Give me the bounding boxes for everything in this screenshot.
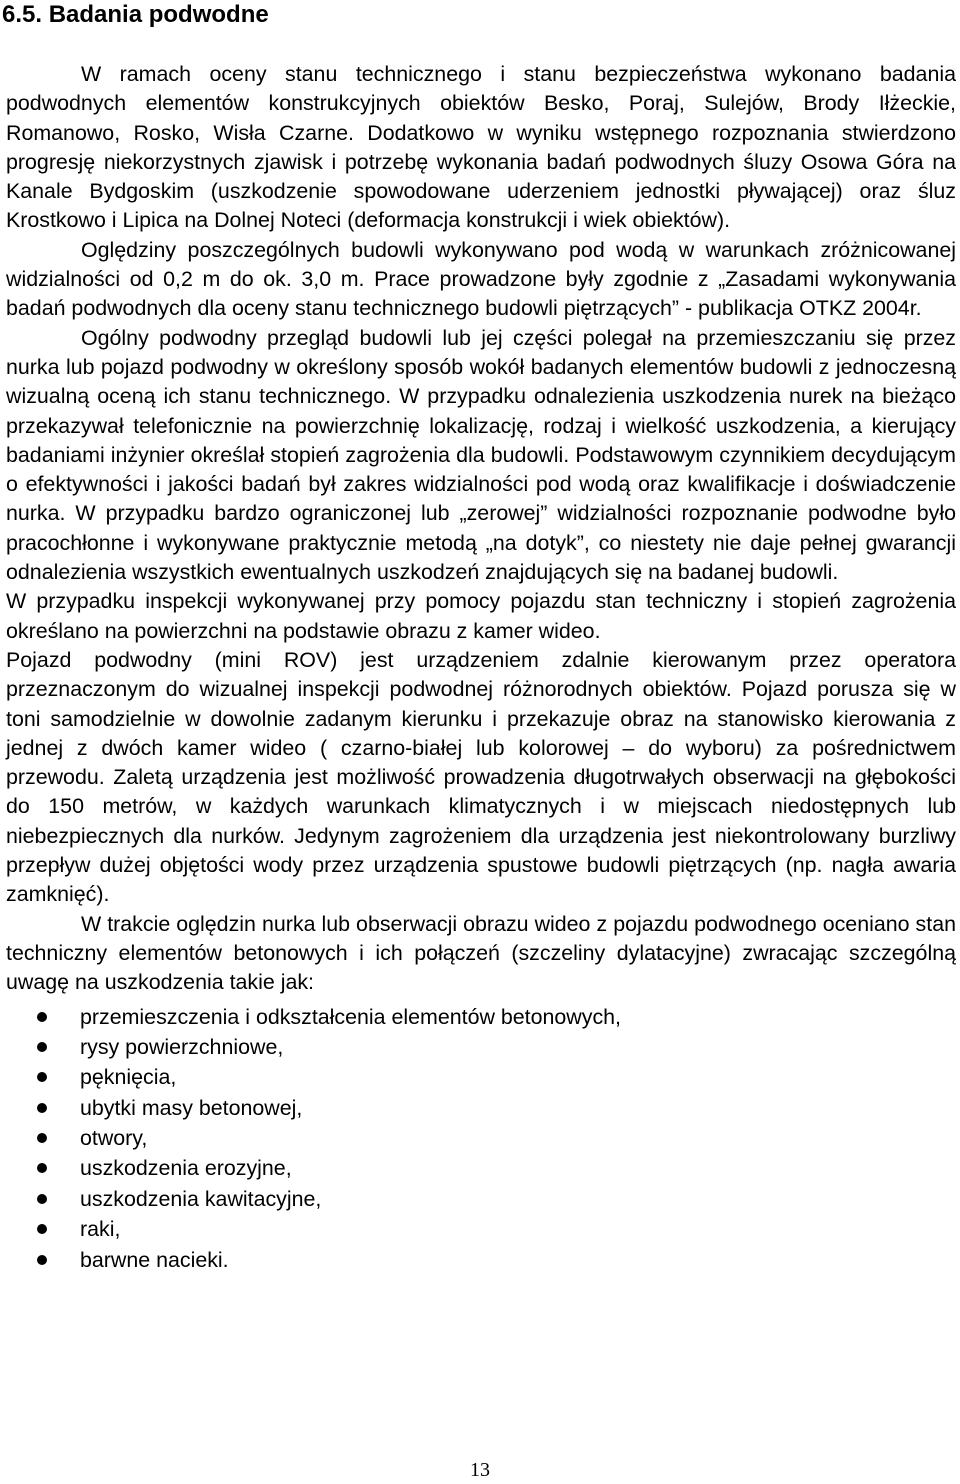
body-text: [6, 60, 956, 1275]
bullet-icon: [37, 1042, 47, 1052]
list-item-text: raki,: [80, 1217, 121, 1242]
bullet-icon: [37, 1133, 47, 1143]
bullet-icon: [37, 1072, 47, 1082]
bullet-icon: [37, 1012, 47, 1022]
bullet-icon: [37, 1255, 47, 1265]
list-item-text: uszkodzenia kawitacyjne,: [80, 1186, 322, 1211]
bullet-icon: [37, 1194, 47, 1204]
list-item: [6, 1184, 956, 1214]
paragraph-assessment: W trakcie oględzin nurka lub obserwacji obrazu wideo z pojazdu podwodnego oceniano stan techniczny elementów betonowych i ich połączeń (szczeliny dylatacyjne) zwracając szczególną uwagę na uszkodzenia takie jak:: [6, 911, 956, 995]
paragraph-rov: Pojazd podwodny (mini ROV) jest urządzeniem zdalnie kierowanym przez operatora przeznaczonym do wizualnej inspekcji podwodnej różnorodnych obiektów. Pojazd porusza się w toni samodzielnie w dowolnie zadanym kierunku i przekazuje obraz na stanowisko kierowania z jednej z dwóch kamer wideo ( czarno-białej lub kolorowej – do wyboru) za pośrednictwem przewodu. Zaletą urządzenia jest możliwość prowadzenia długotrwałych obserwacji na głębokości do 150 metrów, w każdych warunkach klimatycznych i w miejscach niedostępnych lub niebezpiecznych dla nurków. Jedynym zagrożeniem dla urządzenia jest niekontrolowany burzliwy przepływ dużej objętości wody przez urządzenia spustowe budowli piętrzących (np. nagła awaria zamknięć).: [6, 647, 956, 907]
page-number: 13: [470, 1459, 490, 1481]
list-item: [6, 1153, 956, 1183]
paragraph-general-inspection: Ogólny podwodny przegląd budowli lub jej części polegał na przemieszczaniu się przez nurka lub pojazd podwodny w określony sposób wokół badanych elementów budowli z jednoczesną wizualną oceną ich stanu technicznego. W przypadku odnalezienia uszkodzenia nurek na bieżąco przekazywał telefonicznie na powierzchnię lokalizację, rodzaj i wielkość uszkodzenia, a kierujący badaniami inżynier określał stopień zagrożenia dla budowli. Podstawowym czynnikiem decydującym o efektywności i jakości badań był zakres widzialności pod wodą oraz kwalifikacje i doświadczenie nurka. W przypadku bardzo ograniczonej lub „zerowej” widzialności rozpoznanie podwodne było pracochłonne i wykonywane praktycznie metodą „na dotyk”, co niestety nie daje pełnej gwarancji odnalezienia wszystkich ewentualnych uszkodzeń znajdujących się na badanej budowli.: [6, 325, 956, 585]
list-item-text: ubytki masy betonowej,: [80, 1095, 303, 1120]
damage-list: [6, 1002, 956, 1276]
list-item-text: otwory,: [80, 1126, 148, 1151]
section-heading: 6.5. Badania podwodne: [2, 1, 269, 28]
list-item: [6, 1214, 956, 1244]
list-item: [6, 1062, 956, 1092]
paragraph-visibility: Oględziny poszczególnych budowli wykonywano pod wodą w warunkach zróżnicowanej widzialności od 0,2 m do ok. 3,0 m. Prace prowadzone były zgodnie z „Zasadami wykonywania badań podwodnych dla oceny stanu technicznego budowli piętrzących” - publikacja OTKZ 2004r.: [6, 237, 956, 321]
list-item: [6, 1245, 956, 1275]
list-item: [6, 1002, 956, 1032]
list-item-text: pęknięcia,: [80, 1065, 177, 1090]
bullet-icon: [37, 1103, 47, 1113]
list-item: [6, 1093, 956, 1123]
list-item-text: przemieszczenia i odkształcenia elementów betonowych,: [80, 1004, 621, 1029]
bullet-icon: [37, 1163, 47, 1173]
list-item: [6, 1032, 956, 1062]
list-item: [6, 1123, 956, 1153]
list-item-text: barwne nacieki.: [80, 1247, 229, 1272]
paragraph-vehicle-inspection: W przypadku inspekcji wykonywanej przy pomocy pojazdu stan techniczny i stopień zagrożenia określano na powierzchni na podstawie obrazu z kamer wideo.: [6, 589, 956, 643]
paragraph-intro: W ramach oceny stanu technicznego i stanu bezpieczeństwa wykonano badania podwodnych elementów konstrukcyjnych obiektów Besko, Poraj, Sulejów, Brody Iłżeckie, Romanowo, Rosko, Wisła Czarne. Dodatkowo w wyniku wstępnego rozpoznania stwierdzono progresję niekorzystnych zjawisk i potrzebę wykonania badań podwodnych śluzy Osowa Góra na Kanale Bydgoskim (uszkodzenie spowodowane uderzeniem jednostki pływającej) oraz śluz Krostkowo i Lipica na Dolnej Noteci (deformacja konstrukcji i wiek obiektów).: [6, 62, 956, 233]
bullet-icon: [37, 1224, 47, 1234]
list-item-text: rysy powierzchniowe,: [80, 1034, 284, 1059]
list-item-text: uszkodzenia erozyjne,: [80, 1156, 292, 1181]
